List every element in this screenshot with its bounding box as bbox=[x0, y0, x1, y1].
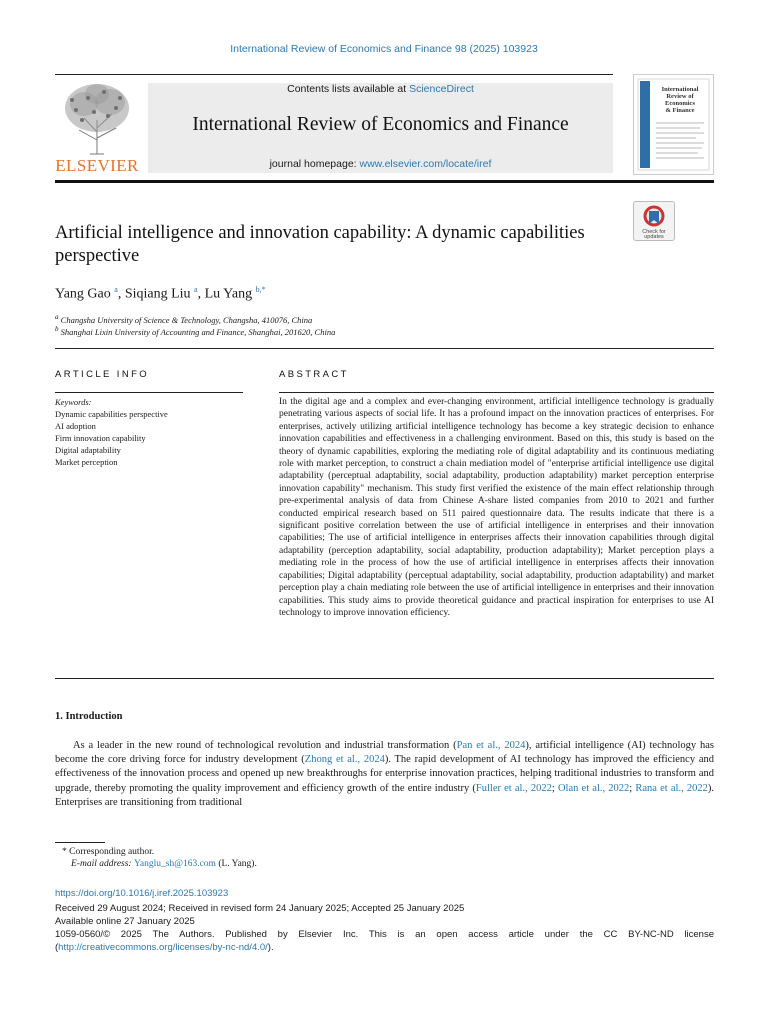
abstract-text: In the digital age and a complex and ever-changing environment, artificial intelligence technology is gradually penetrating various aspects of social life. It has a profound impact on the innovation practices of enterprises. For enterprises, actively utilizing artificial intelligence technology has become a key strategic decision to enhance innovation capabilities and effectiveness in a challenging environment. Based on this, this study is based on the theory of dynamic capabilities, exploring the mediating role of digital adaptability and its continuous mediating role with market perception, to construct a chain mediation model of "enterprise artificial intelligence use digital adaptability (perceptual adaptability, social adaptability, production adaptability) market perception enterprise innovation capability" mechanism. This study first verified the existence of the main effect relationship through pre-experimental analysis of data from Chinese A-share listed companies from 2010 to 2021 and further conducted empirical research based on 511 paired questionnaire data. The results indicate that there is a significant positive correlation between the use of artificial intelligence in enterprises and their innovation capabilities; The use of artificial intelligence in enterprises affects their innovation capabilities through digital adaptability (perception adaptability, social adaptability, production adaptability); Market perception plays a mediating role in the process of how the use of artificial intelligence in enterprises affects their innovation capabilities; Digital adaptability (perceptual adaptability, social adaptability, production adaptability) and market perception play a chain mediating role between the use of artificial intelligence in enterprises and their innovation capabilities. This study aims to provide theoretical guidance and practical inspiration for enterprises to use AI technology to improve innovation efficiency. bbox=[279, 397, 714, 618]
article-info-rule bbox=[55, 392, 243, 393]
check-for-updates-button[interactable] bbox=[633, 201, 675, 241]
intro-text: As a leader in the new round of technological revolution and industrial transformation ( bbox=[73, 740, 457, 751]
keyword: Firm innovation capability bbox=[55, 433, 146, 443]
contents-line bbox=[148, 83, 613, 95]
journal-citation-link[interactable]: International Review of Economics and Finance 98 (2025) 103923 bbox=[230, 43, 538, 55]
intro-text: ; bbox=[629, 782, 636, 794]
affiliation-text: Shanghai Lixin University of Accounting and Finance, Shanghai, 201620, China bbox=[60, 326, 336, 337]
footnote-rule bbox=[55, 842, 105, 843]
elsevier-tree-icon bbox=[54, 80, 140, 156]
homepage-link[interactable]: www.elsevier.com/locate/iref bbox=[359, 158, 492, 170]
author-name[interactable]: Siqiang Liu bbox=[124, 286, 191, 302]
masthead-top-rule bbox=[55, 74, 613, 75]
affiliation-mark: a bbox=[55, 313, 59, 321]
homepage-prefix: journal homepage: bbox=[269, 158, 360, 170]
svg-text:Economics: Economics bbox=[665, 100, 695, 107]
header-divider bbox=[55, 348, 714, 349]
license-text: 1059-0560/© 2025 The Authors. Published by Elsevier Inc. This is an open access article under the CC BY-NC-ND license ( bbox=[55, 929, 714, 953]
affiliation-text: Changsha University of Science & Technology, Changsha, 410076, China bbox=[60, 314, 313, 325]
keyword: AI adoption bbox=[55, 421, 96, 431]
svg-text:updates: updates bbox=[644, 234, 664, 240]
intro-text: ), artificial intelligence (AI) technology has become the core driving force for industry development ( bbox=[55, 740, 715, 766]
author-affiliation-mark[interactable]: a bbox=[114, 285, 118, 294]
contents-prefix: Contents lists available at bbox=[287, 83, 410, 95]
citation-link[interactable]: Pan et al., 2024 bbox=[456, 740, 526, 751]
keyword: Market perception bbox=[55, 457, 118, 467]
abstract-rule bbox=[279, 392, 714, 393]
journal-homepage bbox=[148, 158, 613, 170]
license-note bbox=[55, 928, 714, 954]
license-text: ). bbox=[267, 942, 274, 953]
svg-text:International: International bbox=[661, 86, 699, 93]
sciencedirect-link[interactable]: ScienceDirect bbox=[409, 83, 474, 95]
masthead-bottom-rule bbox=[55, 180, 714, 183]
doi-link[interactable]: https://doi.org/10.1016/j.iref.2025.103923 bbox=[55, 888, 229, 899]
keywords-block bbox=[55, 396, 243, 468]
article-info-heading: ARTICLE INFO bbox=[55, 369, 150, 380]
citation-link[interactable]: Zhong et al., 2024 bbox=[304, 754, 385, 766]
available-online: Available online 27 January 2025 bbox=[55, 916, 195, 927]
intro-text: ; bbox=[551, 782, 558, 794]
author-affiliation-mark[interactable]: b,* bbox=[255, 285, 266, 294]
journal-cover-image bbox=[634, 75, 713, 174]
author-name[interactable]: Lu Yang bbox=[204, 286, 253, 302]
journal-title: International Review of Economics and Finance bbox=[192, 114, 569, 135]
received-dates: Received 29 August 2024; Received in revised form 24 January 2025; Accepted 25 January 2025 bbox=[55, 903, 465, 914]
check-for-updates-icon bbox=[634, 202, 674, 240]
svg-text:& Finance: & Finance bbox=[665, 107, 695, 114]
affiliation bbox=[55, 325, 335, 337]
svg-text:Check for: Check for bbox=[642, 229, 666, 235]
affiliation bbox=[55, 313, 312, 325]
email-link[interactable]: Yanglu_sh@163.com bbox=[133, 859, 216, 869]
article-title: Artificial intelligence and innovation capability: A dynamic capabilities perspective bbox=[55, 223, 585, 266]
abstract-heading: ABSTRACT bbox=[279, 369, 349, 380]
keyword: Dynamic capabilities perspective bbox=[55, 409, 168, 419]
publisher-name: ELSEVIER bbox=[55, 156, 139, 175]
author-name[interactable]: Yang Gao bbox=[55, 286, 111, 302]
intro-text: ). The rapid development of AI technology has improved the efficiency and effectiveness of the innovation process and opened up new breakthroughs for enterprise innovation practices, helping traditional industries to transform and upgrade, thereby promoting the quality improvement and efficiency growth of the entire industry ( bbox=[55, 754, 714, 794]
citation-link[interactable]: Rana et al., 2022 bbox=[635, 782, 708, 794]
intro-text: ). Enterprises are transitioning from traditional bbox=[55, 782, 714, 808]
author-list: Yang Gao $^a$, Siqiang Liu $^a$, Lu Yang $^{b,*}$ bbox=[55, 285, 266, 302]
author-affiliation-mark[interactable]: a bbox=[194, 285, 198, 294]
corresponding-author-note: * Corresponding author. bbox=[62, 847, 155, 857]
email-label: E-mail address: bbox=[71, 859, 134, 869]
section-heading-introduction: 1. Introduction bbox=[55, 711, 123, 722]
license-link[interactable]: http://creativecommons.org/licenses/by-nc-nd/4.0/ bbox=[58, 942, 268, 953]
keywords-label: Keywords: bbox=[55, 397, 92, 407]
journal-cover-thumbnail[interactable] bbox=[633, 74, 714, 175]
introduction-paragraph bbox=[55, 739, 714, 810]
affiliation-mark: b bbox=[55, 325, 59, 333]
keyword: Digital adaptability bbox=[55, 445, 121, 455]
citation-link[interactable]: Olan et al., 2022 bbox=[557, 782, 630, 794]
citation-link[interactable]: Fuller et al., 2022 bbox=[475, 782, 552, 794]
svg-text:Review of: Review of bbox=[666, 93, 694, 100]
elsevier-logo[interactable] bbox=[54, 80, 140, 176]
abstract-end-rule bbox=[55, 678, 714, 679]
email-note bbox=[71, 859, 257, 869]
email-suffix: (L. Yang). bbox=[215, 859, 257, 869]
publication-dates bbox=[55, 902, 464, 928]
